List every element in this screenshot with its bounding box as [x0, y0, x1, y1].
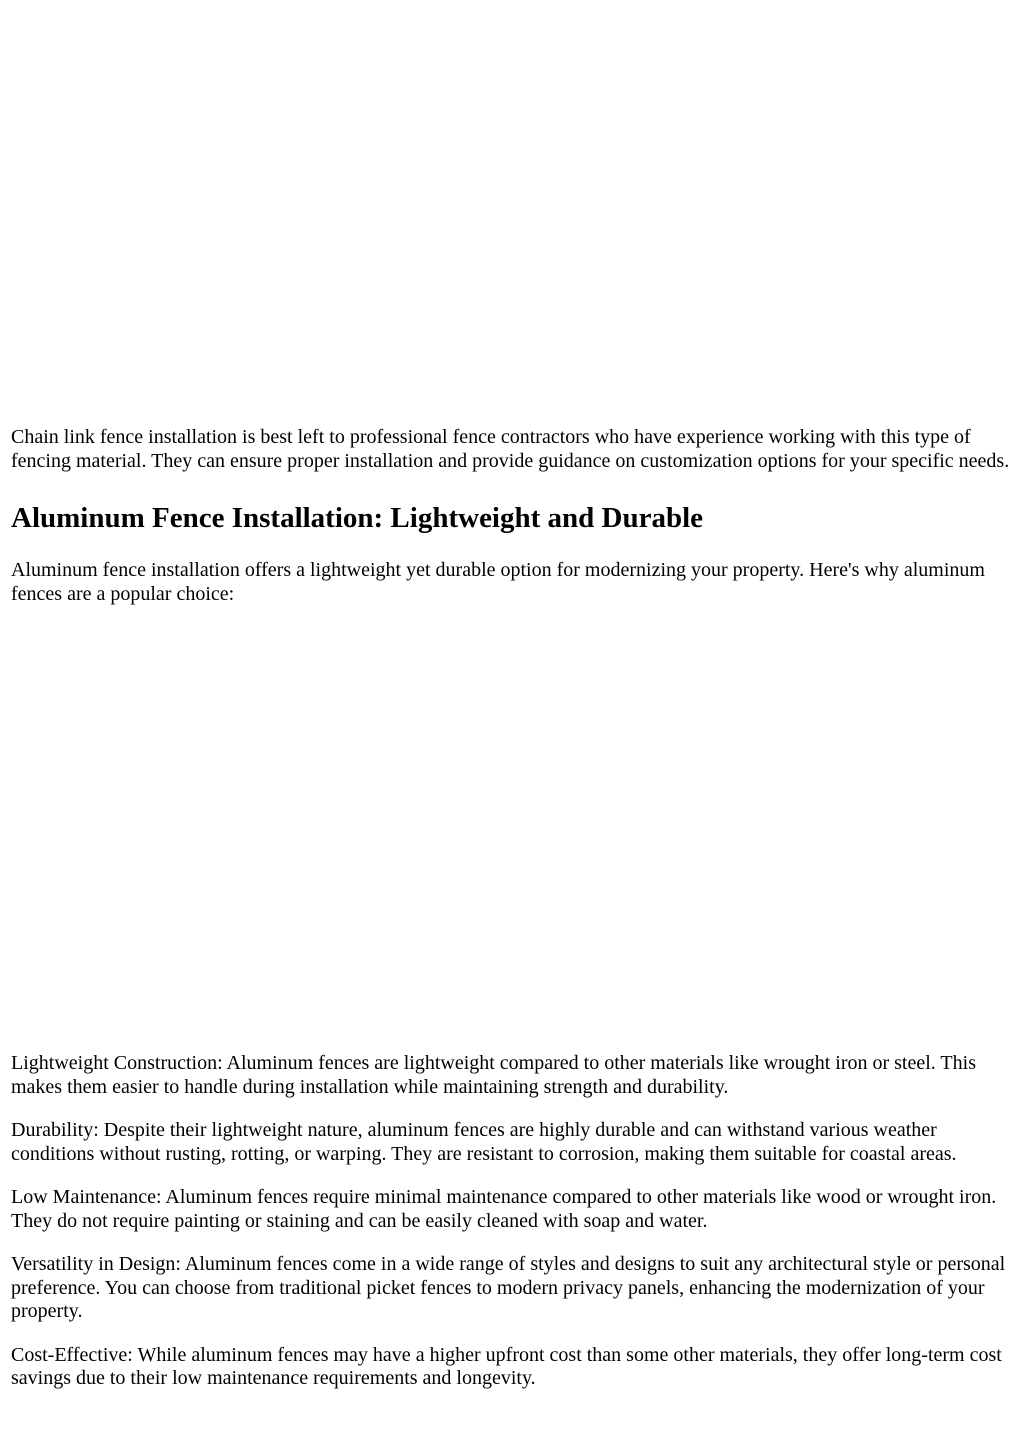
- document-page: [11, 0, 1011, 1411]
- intro-paragraph: Chain link fence installation is best left to professional fence contractors who have experience working with this type of fencing material. They can ensure proper installation and provide guidance on customization options for your specific needs.: [11, 426, 1010, 472]
- benefit-paragraph-low-maintenance: Low Maintenance: Aluminum fences require minimal maintenance compared to other materials like wood or wrought iron. They do not require painting or staining and can be easily cleaned with soap and water.: [11, 1186, 997, 1232]
- lead-paragraph: Aluminum fence installation offers a lightweight yet durable option for modernizing your property. Here's why aluminum fences are a popular choice:: [11, 559, 985, 605]
- blank-space-middle: [11, 606, 1011, 1052]
- blank-space-top: [11, 0, 1011, 426]
- benefit-paragraph-versatility: Versatility in Design: Aluminum fences come in a wide range of styles and designs to suit any architectural style or personal preference. You can choose from traditional picket fences to modern privacy panels, enhancing the modernization of your property.: [11, 1253, 1006, 1322]
- benefit-paragraph-cost-effective: Cost-Effective: While aluminum fences may have a higher upfront cost than some other materials, they offer long-term cost savings due to their low maintenance requirements and longevity.: [11, 1343, 1002, 1389]
- section-heading: Aluminum Fence Installation: Lightweight and Durable: [11, 502, 704, 534]
- benefit-paragraph-durability: Durability: Despite their lightweight nature, aluminum fences are highly durable and can withstand various weather conditions without rusting, rotting, or warping. They are resistant to corrosion, making them suitable for coastal areas.: [11, 1119, 957, 1165]
- benefit-paragraph-lightweight: Lightweight Construction: Aluminum fences are lightweight compared to other materials like wrought iron or steel. This makes them easier to handle during installation while maintaining strength and durability.: [11, 1052, 976, 1098]
